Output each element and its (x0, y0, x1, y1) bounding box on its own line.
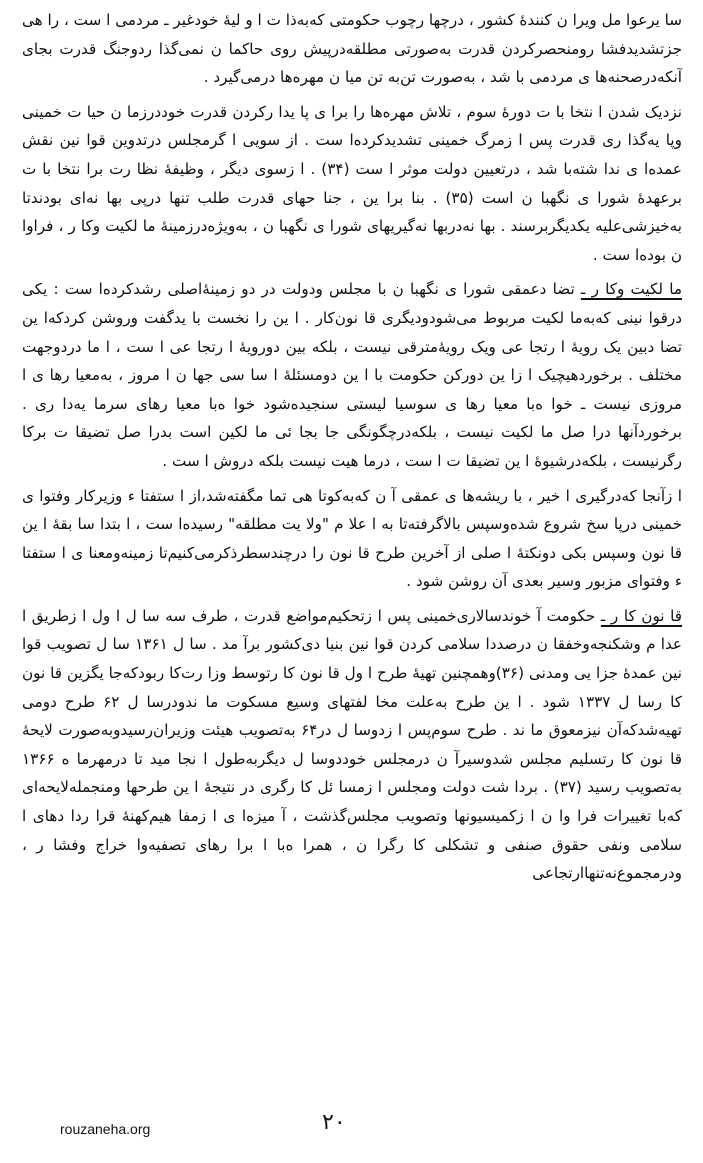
page-number: ۲۰ (322, 1110, 346, 1135)
paragraph-text: نزدیک شدن ا نتخا با ت دورهٔ سوم ، تلاش مهره‌ها را برا ی پا یدا رکردن قدرت خوددرزما ن حیا ت خمینی وپا یه‌گذا ری قدرت پس ا زمرگ خمینی تشدیدکرده‌ا ست . از سویی ا گرمجلس درتدوین قوا نین نقش عمده‌ا ی ندا شته‌با شد ، درتعیین دولت موثر ا ست (۳۴) . ا زسوی دیگر ، وظیفهٔ نظا رت برا نتخا با ت برعهدهٔ شورا ی نگهبا ن است (۳۵) . بنا برا ین ، جنا حهای قدرت طلب تنها درپی بها نه‌ای بودندتا به‌خیزشی‌علیه یکدیگربرسند . بها نه‌دربها نه‌گیریهای شورا ی نگهبا ن ، به‌ویژه‌درزمینهٔ ما لکیت وکا ر ، فراوا ن بوده‌ا ست . (22, 102, 682, 264)
paragraph-3 (22, 275, 682, 475)
paragraph-text: حکومت آ خوندسالاری‌خمینی پس ا زتحکیم‌مواضع قدرت ، طرف سه سا ل ا ول ا زطریق ا عدا م وشکنجه‌وخفقا ن درصددا سلامی کردن قوا نین بنیا دی‌کشور برآ مد . سا ل ۱۳۶۱ سا ل تصویب قوا نین عمدهٔ جزا یی ومدنی (۳۶)وهمچنین تهیهٔ طرح ا ول قا نون کا رتوسط وزا رت‌کا ربودکه‌جا یگزین قا نون کا رسا ل ۱۳۳۷ شود . ا ین طرح به‌علت مخا لفتهای وسیع مسکوت ما ندودرسا ل ۶۲ طرح دومی تهیه‌شدکه‌آن نیزمعوق ما ند . طرح سوم‌پس ا زدوسا ل در۶۴ به‌تصویب هیئت وزیران‌رسیدوبه‌صورت لایحهٔ قا نون کا رتسلیم مجلس شدوسیرآ ن درمجلس خوددوسا ل دیگربه‌طول ا نجا مید تا درمهرما ه ۱۳۶۶ به‌تصویب رسید (۳۷) . بردا شت دولت ومجلس ا زمسا ئل کا رگری در نتیجهٔ ا ین طرحها ومنجمله‌لایحه‌ای که‌با تغییرات فرا وا ن ا زکمیسیونها وتصویب مجلس‌گذشت ، آ میزه‌ا ی ا زمفا هیم‌کهنهٔ قرا ردا دهای ا سلامی ونفی حقوق صنفی و تشکلی کا رگرا ن ، همرا ه‌با ا برا رهای تصفیه‌وا خراج وفشا ر ، ودرمجموع‌نه‌تنها‌ارتجاعی (22, 606, 682, 883)
paragraph-1 (22, 6, 682, 92)
paragraph-text: ا زآنجا که‌درگیری ا خیر ، با ریشه‌ها ی عمقی آ ن که‌به‌کوتا هی تما مگفته‌شد،از ا ستفتا ء وزیرکار وفتوا ی خمینی درپا سخ شروع شده‌وسپس بالاگرفته‌تا به‌ ا علا م "ولا یت مطلقه" رسیده‌ا ست ، ا بتدا سا بقهٔ ا ین قا نون وسپس بکی دونکتهٔ ا صلی از آخرین طرح قا نون را درچندسطرذکرمی‌کنیم‌تا زمینه‌ومعنا ی ا ستفتا ء وفتوای مزبور وسیر بعدی آن روشن شود . (22, 486, 682, 591)
body-text (22, 6, 682, 894)
section-heading-ownership-labor: ما لکیت وکا ر ـ (580, 280, 683, 299)
section-heading-labor-law: قا نون کا ر ـ (600, 606, 682, 625)
footer-url: rouzaneha.org (60, 1121, 151, 1137)
paragraph-5 (22, 602, 682, 888)
paragraph-text: تضا دعمقی شورا ی نگهبا ن با مجلس ودولت در دو زمینهٔ‌اصلی رشدکرده‌ا ست : یکی درقوا نینی که‌به‌ما لکیت مربوط می‌شودودیگری قا نون‌کار . ا ین را نخست با یدگفت وروشن کردکه‌ا ین تضا دبین یک رویهٔ ا رتجا عی ویک رویهٔ‌مترقی نیست ، بلکه بین دورویهٔ ا رتجا عی ا ست ، ا ما دردوجهت مختلف . برخوردهیچیک ا زا ین دورکن حکومت با ا ین دومسئلهٔ ا سا سی جها ن ا مروز ، به‌معیا رها ی ا مروزی نیست ـ خوا ه‌با معیا رها ی سوسیا لیستی سنجیده‌شود خوا ه‌با معیا رهای سرما یه‌دا ری . برخوردآنها درا صل ما لکیت نیست ، بلکه‌درچگونگی جا بجا ئی ما لکین است بدرا صل تضیقا ت برکا رگرنیست ، بلکه‌درشیوهٔ ا ین تضیقا ت ا ست ، درما هیت نیست بلکه دروش ا ست . (22, 280, 682, 470)
paragraph-4 (22, 482, 682, 596)
paragraph-2 (22, 98, 682, 270)
paragraph-text: سا یرعوا مل ویرا ن کنندهٔ کشور ، درچها رچوب حکومتی که‌به‌ذا ت ا و لیهٔ خودغیر ـ مردمی ا ست ، را هی جزتشدیدفشا رومنحصرکردن قدرت به‌صورتی مطلقه‌درپیش روی حاکما ن نمی‌گذا ردوجنگ قدرت بجای آنکه‌درصحنه‌ها ی مردمی با شد ، به‌صورت تن‌به تن میا ن مهره‌ها درمی‌گیرد . (22, 11, 682, 87)
